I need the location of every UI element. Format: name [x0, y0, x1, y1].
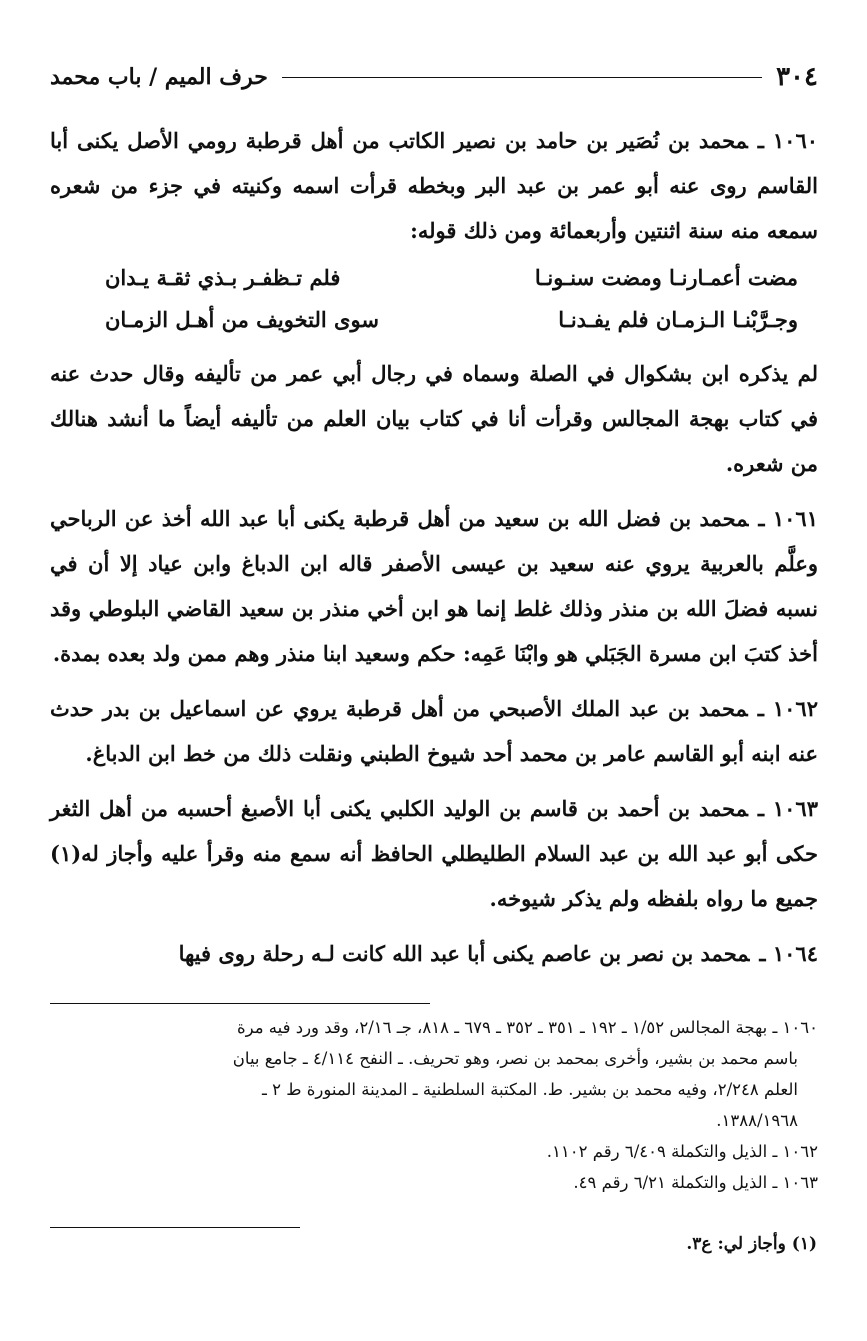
entry-1062 [50, 686, 818, 776]
entry-number: ١٠٦٤ ـ [759, 941, 818, 966]
entry-1063 [50, 786, 818, 921]
poem-verse [50, 299, 818, 341]
poem [50, 257, 818, 341]
entry-text: محمد بن نصر بن عاصم يكنى أبا عبد الله كانت لـه رحلة روى فيها [178, 941, 750, 966]
entry-text: محمد بن نُصَير بن حامد بن نصير الكاتب من أهل قرطبة رومي الأصل يكنى أبا القاسم روى عنه أبو عمر بن عبد البر وبخطه قرأت اسمه وكنيته في جزء من شعره سمعه منه سنة اثنتين وأربعمائة ومن ذلك قوله: [50, 128, 818, 243]
poem-hemistich: فلم تـظفـر بـذي ثقـة يـدان [105, 265, 341, 290]
footnote-line: ١٠٦٣ ـ الذيل والتكملة ٦/٢١ رقم ٤٩. [573, 1173, 818, 1192]
entry-text: محمد بن فضل الله بن سعيد من أهل قرطبة يكنى أبا عبد الله أخذ عن الرباحي وعلَّم بالعربية يروي عنه سعيد بن عيسى الأصفر قاله ابن الدباغ وابن عياد إلا أن في نسبه فضلَ الله بن منذر وذلك غلط إنما هو ابن أخي منذر بن سعيد القاضي البلوطي وقد أخذ كتبَ ابن مسرة الجَبَلي هو وابْنَا عَمِه: حكم وسعيد ابنا منذر وهم ممن ولد بعده بمدة. [50, 506, 818, 666]
entry-text: محمد بن عبد الملك الأصبحي من أهل قرطبة يروي عن اسماعيل بن بدر حدث عنه ابنه أبو القاسم عامر بن محمد أحد شيوخ الطبني ونقلت ذلك من خط ابن الدباغ. [50, 696, 818, 766]
poem-verse [50, 257, 818, 299]
entry-text: محمد بن أحمد بن قاسم بن الوليد الكلبي يكنى أبا الأصبغ أحسبه من أهل الثغر حكى أبو عبد الله بن عبد السلام الطليطلي الحافظ أنه سمع منه وقرأ عليه وأجاز له(١) جميع ما رواه بلفظه ولم يذكر شيوخه. [50, 796, 818, 911]
poem-hemistich: مضت أعمـارنـا ومضت سنـونـا [534, 265, 798, 290]
header-rule [282, 77, 762, 78]
entry-1064 [50, 931, 818, 976]
poem-hemistich: وجـرَّبْنـا الـزمـان فلم يفـدنـا [558, 307, 798, 332]
page-number: ٣٠٤ [776, 62, 818, 92]
marginal-note: (١) وأجاز لي: ع٣. [686, 1234, 817, 1254]
entry-1061 [50, 496, 818, 676]
footnote-line: باسم محمد بن بشير، وأخرى بمحمد بن نصر، وهو تحريف. ـ النفح ٤/١١٤ ـ جامع بيان [232, 1049, 798, 1068]
footnote-line: ١٣٨٨/١٩٦٨. [716, 1111, 798, 1130]
entry-number: ١٠٦٢ ـ [757, 696, 818, 721]
poem-hemistich: سوى التخويف من أهـل الزمـان [105, 307, 379, 332]
entry-number: ١٠٦٣ ـ [757, 796, 818, 821]
footnote-separator [50, 1003, 430, 1004]
entry-number: ١٠٦١ ـ [758, 506, 818, 531]
note-separator [50, 1227, 300, 1228]
entry-1060-continuation: لم يذكره ابن بشكوال في الصلة وسماه في رجال أبي عمر من تأليفه وقال حدث عنه في كتاب بهجة المجالس وقرأت أنا في كتاب بيان العلم من تأليفه أيضاً ما أنشد هنالك من شعره. [50, 361, 818, 476]
main-text [50, 118, 818, 976]
footnote-line: ١٠٦٢ ـ الذيل والتكملة ٦/٤٠٩ رقم ١١٠٢. [546, 1142, 818, 1161]
entry-1060 [50, 118, 818, 253]
entry-number: ١٠٦٠ ـ [757, 128, 819, 153]
source-footnotes [50, 1012, 818, 1198]
page-header [50, 60, 818, 94]
footnote-line: ١٠٦٠ ـ بهجة المجالس ١/٥٢ ـ ١٩٢ ـ ٣٥١ ـ ٣٥٢ ـ ٦٧٩ ـ ٨١٨، جـ ٢/١٦، وقد ورد فيه مرة [236, 1018, 818, 1037]
running-title: حرف الميم / باب محمد [50, 64, 268, 90]
footnote-line: العلم ٢/٢٤٨، وفيه محمد بن بشير. ط. المكتبة السلطنية ـ المدينة المنورة ط ٢ ـ [262, 1080, 798, 1099]
